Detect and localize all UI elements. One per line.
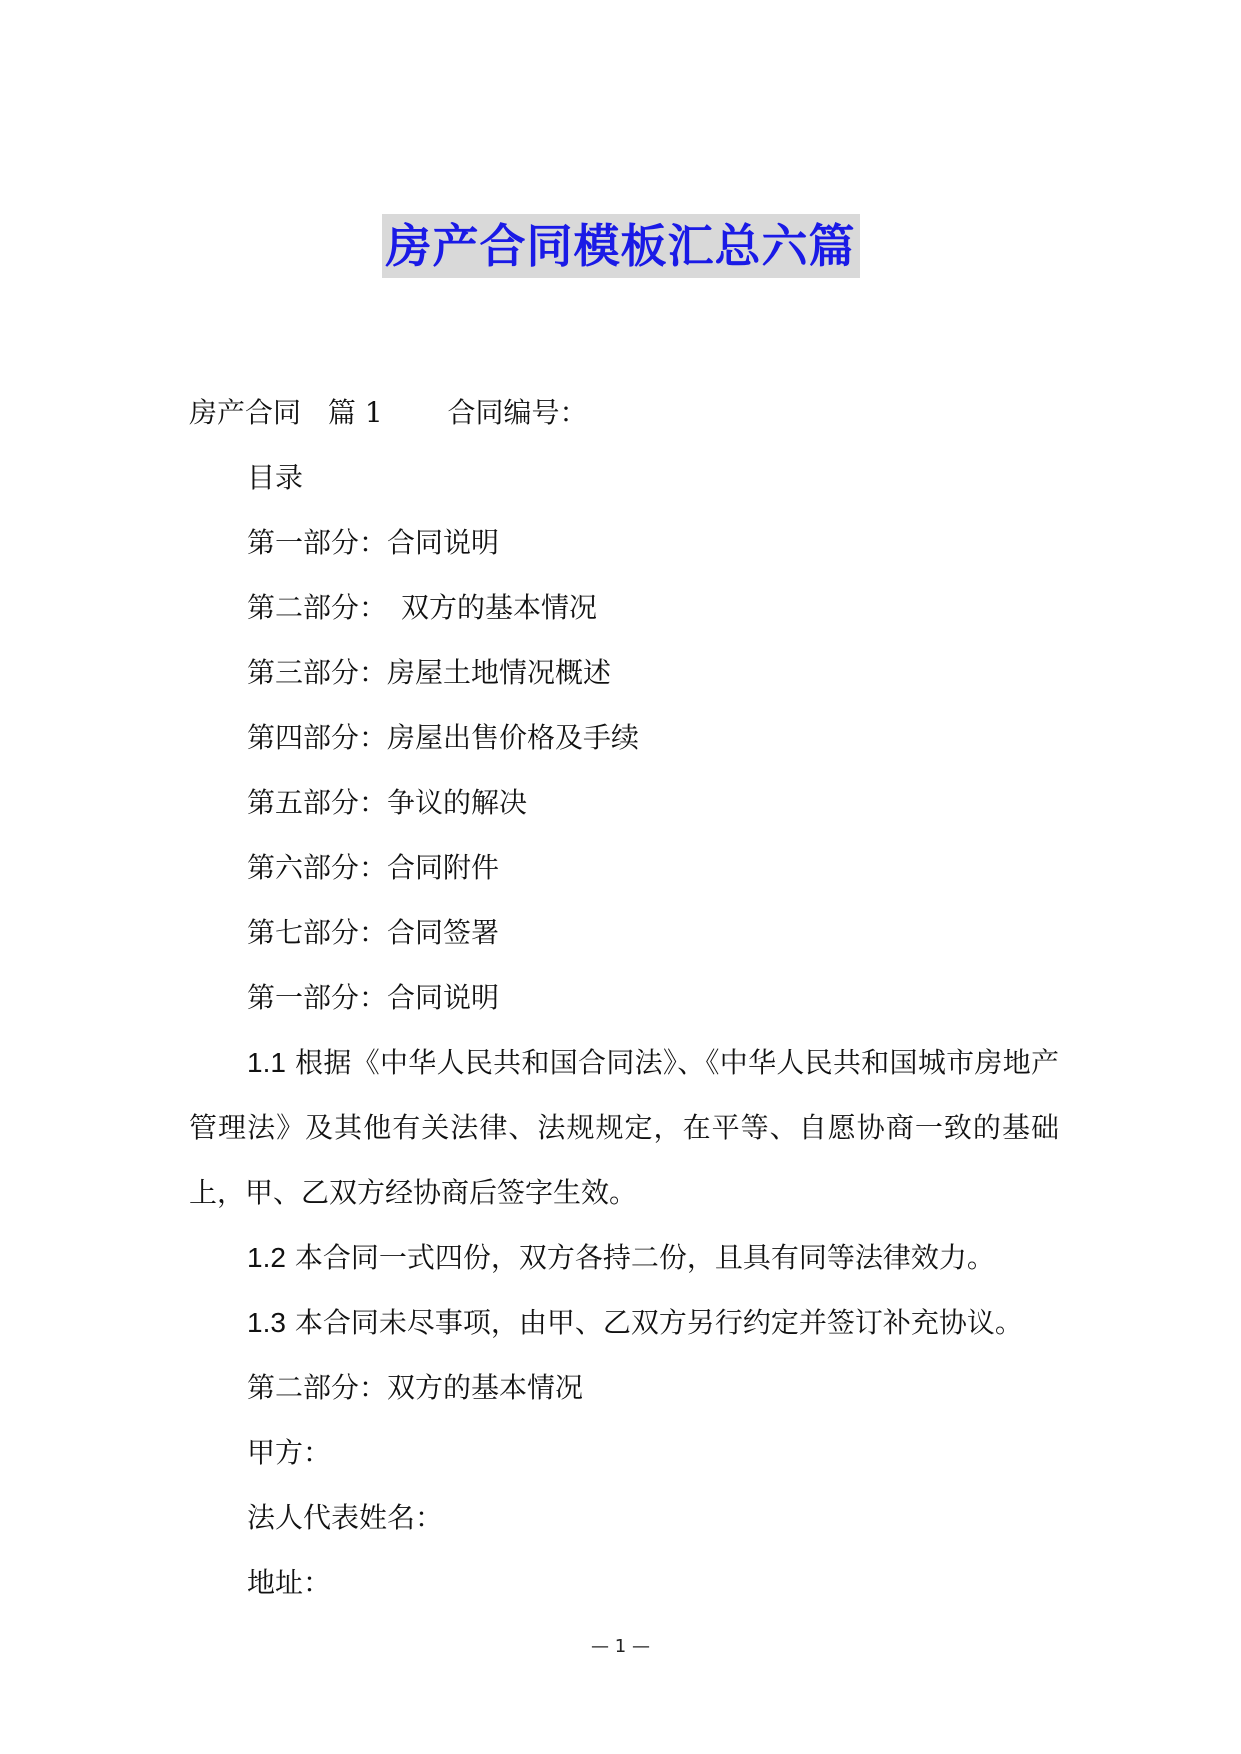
clause-number: 1.3 (247, 1307, 286, 1338)
part-label: 篇 1 (327, 396, 383, 429)
toc-item: 第七部分：合同签署 (247, 916, 500, 949)
clause (189, 1290, 1059, 1355)
clause-text: 本合同未尽事项，由甲、乙双方另行约定并签订补充协议。 (294, 1306, 1023, 1339)
toc-item: 第五部分：争议的解决 (247, 786, 528, 819)
doc-name: 房产合同 (189, 396, 302, 429)
toc-heading: 目录 (247, 461, 304, 494)
contract-number-label: 合同编号： (447, 396, 588, 429)
field-label: 甲方： (247, 1436, 332, 1469)
section-heading: 第一部分：合同说明 (247, 981, 500, 1014)
contract-header (189, 393, 588, 433)
section-heading: 第二部分：双方的基本情况 (247, 1371, 584, 1404)
field-label: 地址： (247, 1566, 332, 1599)
clause-number: 1.1 (247, 1047, 286, 1078)
toc-item: 第二部分： 双方的基本情况 (247, 591, 598, 624)
clause-text: 本合同一式四份，双方各持二份，且具有同等法律效力。 (294, 1241, 995, 1274)
toc-item: 第一部分：合同说明 (247, 526, 500, 559)
clause (189, 1030, 1059, 1225)
clause (189, 1225, 1059, 1290)
field-label: 法人代表姓名： (247, 1501, 444, 1534)
document-title: 房产合同模板汇总六篇 (382, 214, 860, 278)
toc-item: 第四部分：房屋出售价格及手续 (247, 721, 640, 754)
page-number: — 1 — (591, 1636, 650, 1657)
title-container (0, 214, 1241, 278)
clause-number: 1.2 (247, 1242, 286, 1273)
clause-text: 根据《中华人民共和国合同法》、《中华人民共和国城市房地产管理法》及其他有关法律、法规规定，在平等、自愿协商一致的基础上，甲、乙双方经协商后签字生效。 (189, 1046, 1059, 1209)
toc-item: 第六部分：合同附件 (247, 851, 500, 884)
toc-item: 第三部分：房屋土地情况概述 (247, 656, 612, 689)
